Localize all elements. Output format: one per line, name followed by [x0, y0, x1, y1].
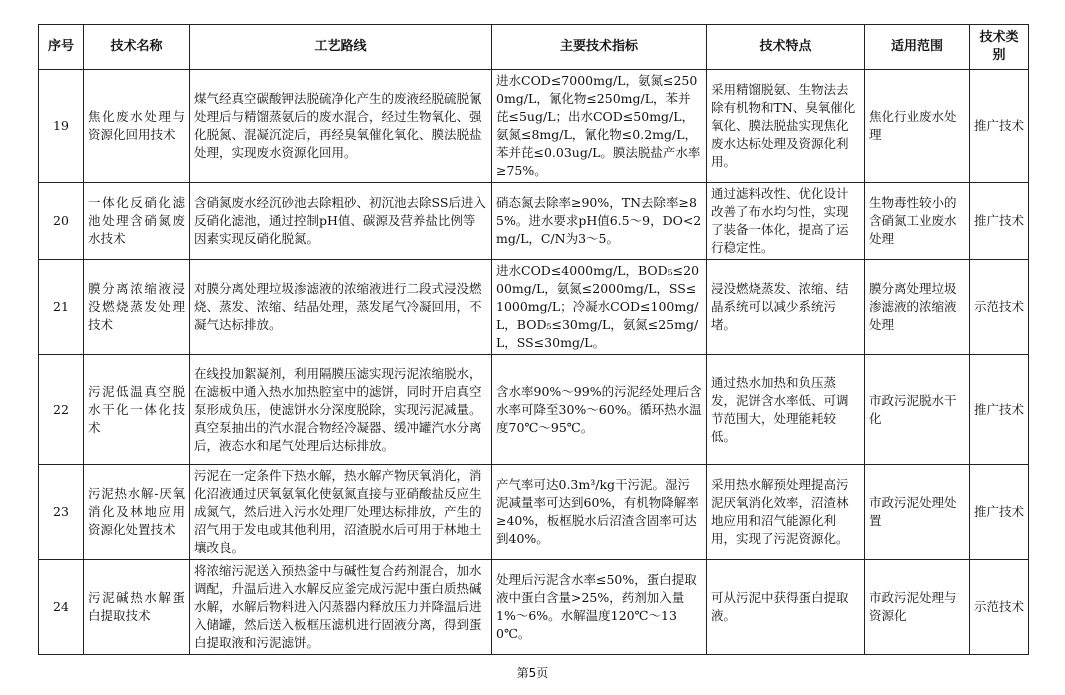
- table-row: [39, 183, 1029, 260]
- cell-category: 推广技术: [970, 70, 1029, 183]
- header-scope: 适用范围: [865, 25, 970, 70]
- cell-features: 采用热水解预处理提高污泥厌氧消化效率，沼渣林地应用和沼气能源化利用，实现了污泥资源化。: [707, 465, 865, 560]
- cell-no: 20: [39, 183, 84, 260]
- table-row: [39, 355, 1029, 465]
- cell-scope: 市政污泥脱水干化: [865, 355, 970, 465]
- cell-features: 采用精馏脱氨、生物法去除有机物和TN、臭氧催化氧化、膜法脱盐实现焦化废水达标处理及资源化利用。: [707, 70, 865, 183]
- header-category: 技术类别: [970, 25, 1029, 70]
- header-name: 技术名称: [84, 25, 190, 70]
- cell-name: 污泥碱热水解蛋白提取技术: [84, 560, 190, 655]
- page-number: 第5页: [516, 666, 549, 680]
- table-row: [39, 560, 1029, 655]
- cell-indicators: 处理后污泥含水率≤50%，蛋白提取液中蛋白含量>25%，药剂加入量1%～6%。水解温度120℃～130℃。: [492, 560, 707, 655]
- cell-name: 焦化废水处理与资源化回用技术: [84, 70, 190, 183]
- cell-scope: 膜分离处理垃圾渗滤液的浓缩液处理: [865, 260, 970, 355]
- cell-no: 24: [39, 560, 84, 655]
- cell-route: 对膜分离处理垃圾渗滤液的浓缩液进行二段式浸没燃烧、蒸发、浓缩、结晶处理，蒸发尾气冷凝回用，不凝气达标排放。: [190, 260, 492, 355]
- cell-scope: 市政污泥处理与资源化: [865, 560, 970, 655]
- cell-scope: 焦化行业废水处理: [865, 70, 970, 183]
- table-header-row: [39, 25, 1029, 70]
- cell-category: 推广技术: [970, 183, 1029, 260]
- cell-no: 23: [39, 465, 84, 560]
- cell-scope: 生物毒性较小的含硝氮工业废水处理: [865, 183, 970, 260]
- cell-no: 21: [39, 260, 84, 355]
- cell-route: 煤气经真空碳酸钾法脱硫净化产生的废液经脱硫脱氰处理后与精馏蒸氨后的废水混合，经过生物氧化、强化脱氮、混凝沉淀后，再经臭氧催化氧化、膜法脱盐处理，实现废水资源化回用。: [190, 70, 492, 183]
- technology-table: [38, 24, 1029, 655]
- header-route: 工艺路线: [190, 25, 492, 70]
- cell-features: 可从污泥中获得蛋白提取液。: [707, 560, 865, 655]
- cell-name: 污泥低温真空脱水干化一体化技术: [84, 355, 190, 465]
- cell-route: 在线投加絮凝剂，利用隔膜压滤实现污泥浓缩脱水，在滤板中通入热水加热腔室中的滤饼，同时开启真空泵形成负压，使滤饼水分深度脱除，实现污泥减量。真空泵抽出的汽水混合物经冷凝器、缓冲罐汽水分离后，液态水和尾气处理后达标排放。: [190, 355, 492, 465]
- cell-indicators: 硝态氮去除率≥90%，TN去除率≥85%。进水要求pH值6.5～9，DO<2mg/L，C/N为3～5。: [492, 183, 707, 260]
- cell-features: 浸没燃烧蒸发、浓缩、结晶系统可以减少系统污堵。: [707, 260, 865, 355]
- cell-no: 22: [39, 355, 84, 465]
- cell-no: 19: [39, 70, 84, 183]
- cell-name: 膜分离浓缩液浸没燃烧蒸发处理技术: [84, 260, 190, 355]
- cell-indicators: 产气率可达0.3m³/kg干污泥。湿污泥减量率可达到60%，有机物降解率≥40%，板框脱水后沼渣含固率可达到40%。: [492, 465, 707, 560]
- header-no: 序号: [39, 25, 84, 70]
- cell-category: 推广技术: [970, 465, 1029, 560]
- cell-features: 通过热水加热和负压蒸发，泥饼含水率低、可调节范围大，处理能耗较低。: [707, 355, 865, 465]
- cell-category: 示范技术: [970, 560, 1029, 655]
- cell-name: 一体化反硝化滤池处理含硝氮废水技术: [84, 183, 190, 260]
- table-row: [39, 465, 1029, 560]
- header-features: 技术特点: [707, 25, 865, 70]
- cell-route: 将浓缩污泥送入预热釜中与碱性复合药剂混合，加水调配，升温后进入水解反应釜完成污泥中蛋白质热碱水解，水解后物料进入闪蒸器内释放压力并降温后进入储罐，然后送入板框压滤机进行固液分离，得到蛋白提取液和污泥滤饼。: [190, 560, 492, 655]
- cell-route: 污泥在一定条件下热水解，热水解产物厌氧消化，消化沼液通过厌氧氨氧化使氨氮直接与亚硝酸盐反应生成氮气，然后进入污水处理厂处理达标排放，产生的沼气用于发电或其他利用，沼渣脱水后可用于林地土壤改良。: [190, 465, 492, 560]
- cell-indicators: 进水COD≤4000mg/L，BOD₅≤2000mg/L，氨氮≤2000mg/L，SS≤1000mg/L；冷凝水COD≤100mg/L，BOD₅≤30mg/L，氨氮≤25mg/L，SS≤30mg/L。: [492, 260, 707, 355]
- cell-indicators: 含水率90%～99%的污泥经处理后含水率可降至30%～60%。循环热水温度70℃～95℃。: [492, 355, 707, 465]
- table-row: [39, 70, 1029, 183]
- cell-features: 通过滤料改性、优化设计改善了布水均匀性，实现了装备一体化，提高了运行稳定性。: [707, 183, 865, 260]
- cell-category: 推广技术: [970, 355, 1029, 465]
- cell-name: 污泥热水解-厌氧消化及林地应用资源化处置技术: [84, 465, 190, 560]
- cell-category: 示范技术: [970, 260, 1029, 355]
- cell-indicators: 进水COD≤7000mg/L，氨氮≤2500mg/L，氰化物≤250mg/L，苯并芘≤5ug/L；出水COD≤50mg/L，氨氮≤8mg/L，氰化物≤0.2mg/L，苯并芘≤0.03ug/L。膜法脱盐产水率≥75%。: [492, 70, 707, 183]
- header-indicators: 主要技术指标: [492, 25, 707, 70]
- cell-scope: 市政污泥处理处置: [865, 465, 970, 560]
- table-row: [39, 260, 1029, 355]
- cell-route: 含硝氮废水经沉砂池去除粗砂、初沉池去除SS后进入反硝化滤池，通过控制pH值、碳源及营养盐比例等因素实现反硝化脱氮。: [190, 183, 492, 260]
